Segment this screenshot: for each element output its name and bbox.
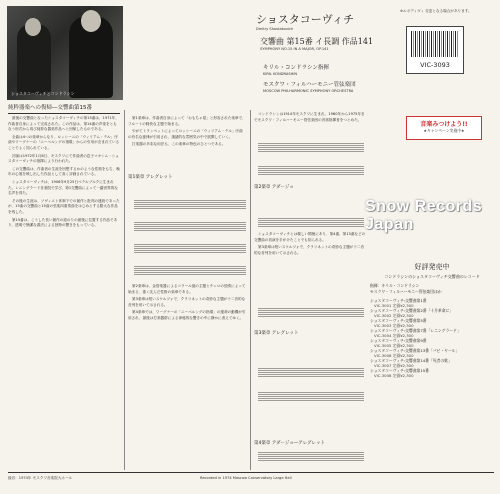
music-score-7 xyxy=(258,218,364,227)
body-column-1: 最後の交響曲となったショスタコーヴィチの第15番は、1971年、作曲者自身によって完成された。この作品は、第14番の声楽をともなう形式から再び純粋な器楽作品へと回帰したものである。 全曲は4つの楽章からなり、ロッシーニの「ウィリアム・テル」序曲やワーグナーの「ニーベルングの指環」からの引用が含まれていることでよく知られている。 初演は1972年1月8日、モスクワにて作曲者の息子マキシム・ショスタコーヴィチの指揮により行われた。 この交響曲は、作曲者の生涯を回想するかのような性格をもち、晩年の心境を映し出した作品として高く評価されている。 ショスタコーヴィチは、1906年9月25日ペテルブルクに生まれた。レニングラード音楽院で学び、第1交響曲によって一躍世界的な名声を得た。 その後の生涯は、ソヴィエト体制下での創作と批判の連続であったが、15曲の交響曲と15曲の弦楽四重奏曲をはじめとする膨大な作品を残した。 第15番は、こうした長い創作の道のりの最後に位置する作品であり、透明で簡潔な書法による独特の響きをもっている。 xyxy=(8,116,120,228)
list-item: ショスタコーヴィチ:交響曲第13番「バビ・ヤール」 VIC-3006 定価¥2,300 xyxy=(370,348,460,358)
conductor-name-en: KIRIL KONDRASHIN xyxy=(263,72,298,76)
composer-name-en: Dmitry Shostakovich xyxy=(256,27,294,31)
release-panel xyxy=(370,262,494,482)
campaign-badge xyxy=(406,116,482,140)
list-item: ショスタコーヴィチ:交響曲第14番「死者の歌」 VIC-3007 定価¥2,300 xyxy=(370,358,452,368)
music-score-5 xyxy=(258,143,364,152)
heading-rule xyxy=(8,113,120,114)
badge-line-2: ★キャンペーン実施中★ xyxy=(423,128,465,133)
list-item: ショスタコーヴィチ:交響曲第2番「十月革命に」 VIC-3002 定価¥2,300 xyxy=(370,308,454,318)
catalog-box xyxy=(406,26,464,74)
list-item: ショスタコーヴィチ:交響曲第9番 VIC-3005 定価¥2,300 xyxy=(370,338,427,348)
music-score-10 xyxy=(258,392,364,401)
conductor-block xyxy=(263,65,329,77)
work-name-en: SYMPHONY NO.15 IN A MAJOR, OP.141 xyxy=(260,47,329,51)
music-score-11 xyxy=(258,452,364,461)
movement-1-label: 第1楽章 アレグレット xyxy=(128,175,173,180)
list-item: ショスタコーヴィチ:交響曲第1番 VIC-3001 定価¥2,300 xyxy=(370,298,427,308)
badge-line-1: 音楽みつけよう!! xyxy=(420,121,468,128)
footer-right: Recorded in 1974 Moscow Conservatory Large Hall xyxy=(200,476,292,480)
orchestra-block xyxy=(263,82,356,94)
footer-rule xyxy=(8,472,494,473)
catalog-number: VIC-3093 xyxy=(420,61,450,69)
movement-2-label: 第2楽章 アダージョ xyxy=(254,185,294,190)
orchestra-name-en: MOSCOW PHILHARMONIC SYMPHONY ORCHESTRA xyxy=(263,89,354,93)
barcode xyxy=(411,31,459,57)
list-item: ショスタコーヴィチ:交響曲第15番 VIC-3008 定価¥2,300 xyxy=(370,368,429,378)
body-column-3b: ショスタコーヴィチとは親しい間柄にあり、第4番、第13番などの交響曲の初演を手がけたことでも知られる。 第3楽章は短いスケルツォで、クラリネットの奇妙な主題が十二音的な音列を用いて示される。 xyxy=(254,232,366,255)
body-column-2b: 第2楽章は、金管楽器によるコラール風の主題とチェロの独奏によって始まる、重く沈んだ性格の楽章である。 第3楽章は短いスケルツォで、クラリネットの奇妙な主題が十二音的な音列を用いて示される。 第4楽章では、ワーグナーの「ニーベルングの指環」の運命の動機が引用され、最後は打楽器群による神秘的な響きの中に静かに消えてゆく。 xyxy=(128,284,246,320)
conductor-composer-photo xyxy=(7,6,123,100)
music-score-3 xyxy=(134,244,246,253)
music-score-1 xyxy=(134,200,246,209)
composer-title xyxy=(256,11,354,32)
orchestra-name: モスクワ・フィルハーモニー管弦楽団 xyxy=(263,82,356,88)
release-heading: 好評発売中 xyxy=(414,263,450,271)
body-column-3: コンドラシンは1914年モスクワに生まれ、1960年から1975年までモスクワ・フィルハーモニー管弦楽団の首席指揮者をつとめた。 xyxy=(254,112,365,122)
photo-caption: ショスタコーヴィチとコンドラシン xyxy=(11,91,75,96)
list-item: ショスタコーヴィチ:交響曲第7番「レニングラード」 VIC-3004 定価¥2,300 xyxy=(370,328,461,338)
list-item: ショスタコーヴィチ:交響曲第5番 VIC-3003 定価¥2,300 xyxy=(370,318,427,328)
work-name: 交響曲 第15番 イ長調 作品141 xyxy=(260,37,374,46)
body-column-2: 第1楽章は、作曲者自身によって「おもちゃ屋」と形容された楽章で、フルートの軽快な主題で始まる。 やがてトランペットによってロッシーニの「ウィリアム・テル」序曲の有名な旋律が引用され、諧謔的な雰囲気の中で展開していく。 打楽器の多彩な用法も、この楽章の特色のひとつである。 xyxy=(128,116,246,147)
conductor-name: キリル・コンドラシン指揮 xyxy=(263,65,329,71)
composer-name: ショスタコーヴィチ xyxy=(256,13,355,26)
music-score-4 xyxy=(134,266,246,275)
release-credit-1: 指揮：キリル・コンドラシン xyxy=(370,283,420,288)
music-score-9 xyxy=(258,368,364,377)
movement-4-label: 第4楽章 アダージョ―アレグレット xyxy=(254,441,325,446)
top-note: ※ルボディヴィ 変更となる場合があります。 xyxy=(400,9,472,13)
music-score-2 xyxy=(134,222,246,231)
footer-left: 録音：1974年 モスクワ音楽院大ホール xyxy=(8,476,73,480)
section-heading: 純粋器楽への復帰―交響曲第15番 xyxy=(8,105,92,111)
music-score-8 xyxy=(258,308,364,317)
music-score-6 xyxy=(258,166,364,175)
release-credit-2: モスクワ・フィルハーモニー管弦楽団ほか xyxy=(370,289,442,294)
watermark: Snow Records Japan xyxy=(365,198,483,233)
release-subheading: コンドラシンのショスタコーヴィチ交響曲のレコード xyxy=(384,274,480,279)
movement-3-label: 第3楽章 アレグレット xyxy=(254,331,299,336)
